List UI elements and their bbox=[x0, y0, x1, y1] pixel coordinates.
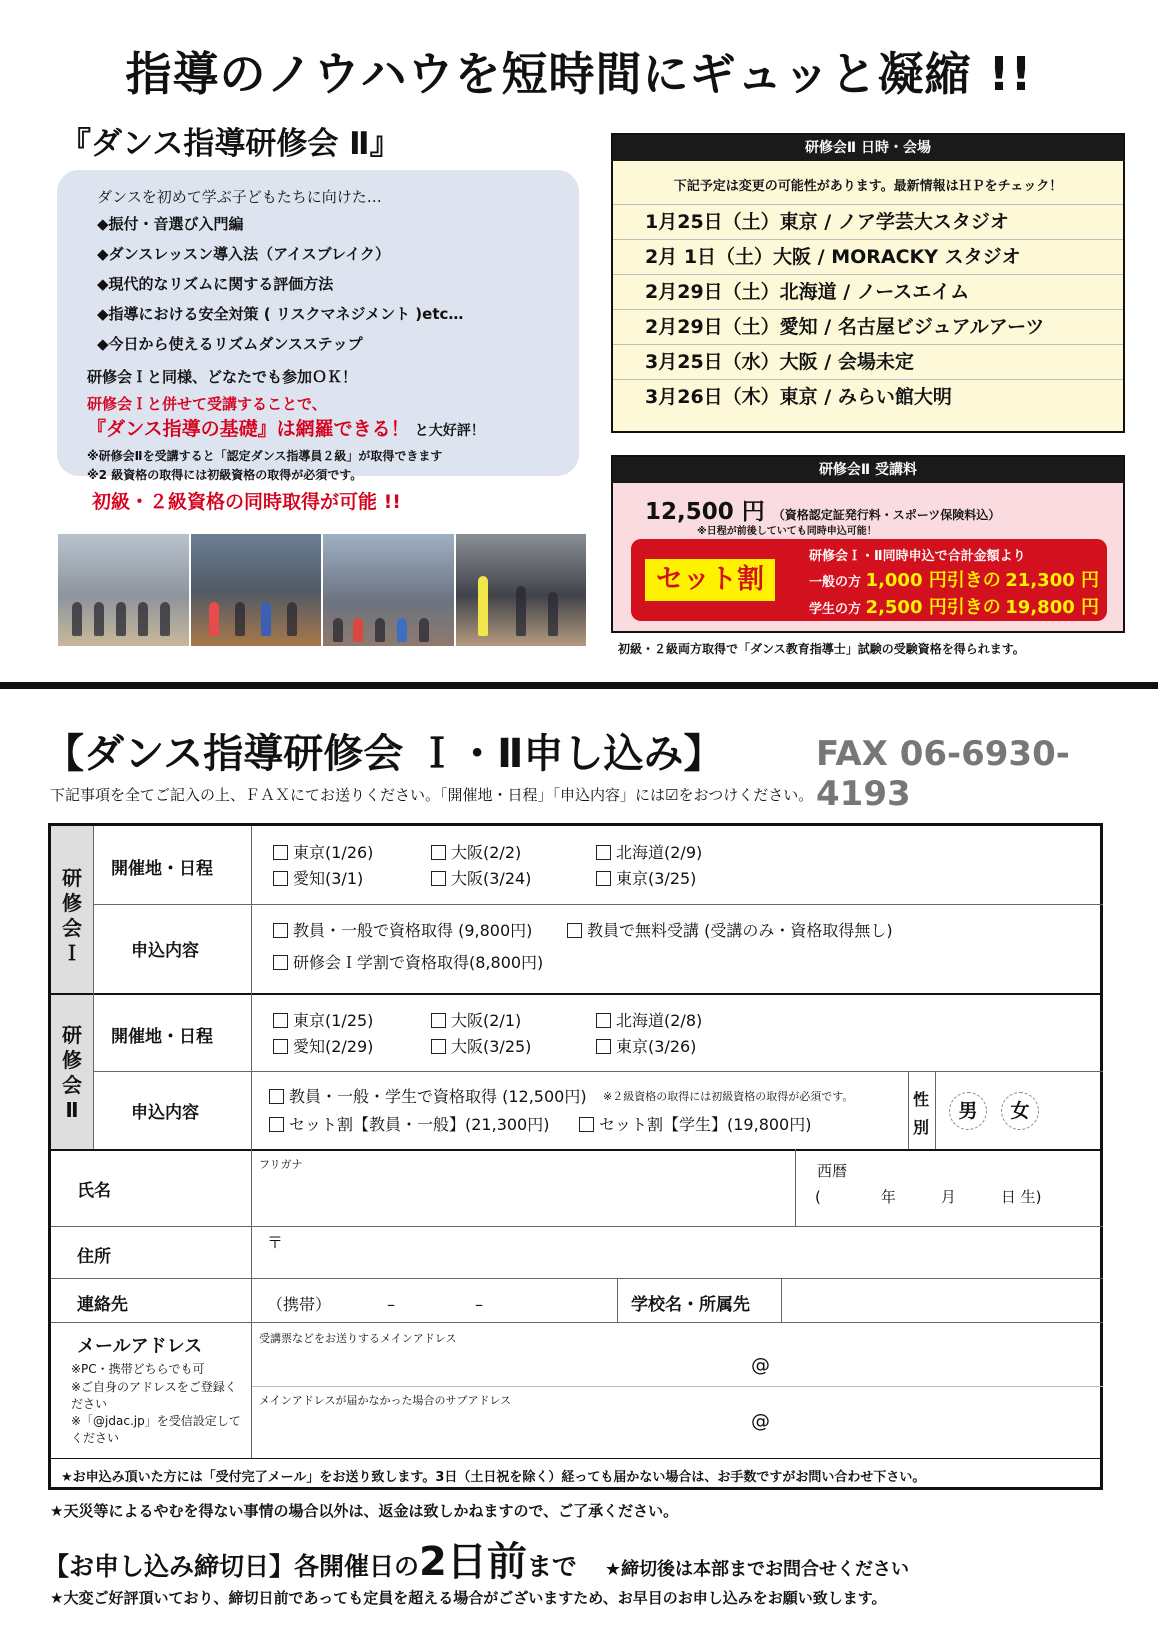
c1-date-hokkaido[interactable]: 北海道(2/9) bbox=[596, 840, 702, 863]
school-input[interactable] bbox=[791, 1284, 1091, 1316]
schedule-notice: 下記予定は変更の可能性があります。最新情報はＨＰをチェック！ bbox=[613, 161, 1123, 205]
note-1: ※研修会Ⅱを受講すると「認定ダンス指導員２級」が取得できます bbox=[87, 449, 443, 463]
set-discount-line: 研修会Ｉ・Ⅱ同時申込で合計金額より bbox=[809, 549, 1026, 564]
c1-venue-label: 開催地・日程 bbox=[111, 859, 213, 879]
student-label: 学生の方 bbox=[809, 602, 862, 617]
form-title: 【ダンス指導研修会 Ｉ・Ⅱ申し込み】 bbox=[44, 731, 724, 777]
schedule-box bbox=[611, 133, 1125, 433]
schedule-row: 3月26日（木）東京 / みらい館大明 bbox=[645, 386, 952, 408]
fee-footnote: 初級・２級両方取得で「ダンス教育指導士」試験の受験資格を得られます。 bbox=[618, 642, 1025, 656]
checkbox[interactable] bbox=[431, 871, 446, 886]
fee-price: 12,500 円 bbox=[645, 499, 765, 525]
c2-date-osaka[interactable]: 大阪(2/1) bbox=[431, 1008, 521, 1031]
content-list bbox=[97, 213, 559, 354]
c2-date-osaka-2[interactable]: 大阪(3/25) bbox=[431, 1034, 531, 1057]
course2-label: 研修会Ⅱ bbox=[62, 1023, 82, 1122]
email-note-3: ※「@jdac.jp」を受信設定してください bbox=[71, 1414, 241, 1445]
checkbox[interactable] bbox=[431, 845, 446, 860]
schedule-header: 研修会Ⅱ 日時・会場 bbox=[613, 135, 1123, 161]
page-headline: 指導のノウハウを短時間にギュッと凝縮 !! bbox=[125, 47, 1033, 101]
c2-date-hokkaido[interactable]: 北海道(2/8) bbox=[596, 1008, 702, 1031]
c1-option-general[interactable]: 教員・一般で資格取得 (9,800円) bbox=[273, 918, 532, 941]
address-input[interactable] bbox=[291, 1230, 1091, 1270]
schedule-row: 2月29日（土）北海道 / ノースエイム bbox=[613, 275, 1123, 310]
c2-date-tokyo-2[interactable]: 東京(3/26) bbox=[596, 1034, 696, 1057]
refund-policy: ★天災等によるやむを得ない事情の場合以外は、返金は致しかねますので、ご了承ください。 bbox=[50, 1502, 679, 1520]
sub-email-label: メインアドレスが届かなかった場合のサブアドレス bbox=[259, 1394, 512, 1407]
date-note: ※日程が前後していても同時申込可能！ bbox=[697, 526, 877, 537]
photo-dance-class-3 bbox=[323, 534, 454, 646]
student-discount-amount: 2,500 円引きの bbox=[865, 597, 1001, 618]
gender-male[interactable]: 男 bbox=[949, 1092, 987, 1130]
checkbox[interactable] bbox=[596, 1013, 611, 1028]
c1-date-tokyo-2[interactable]: 東京(3/25) bbox=[596, 866, 696, 889]
deadline-label: 【お申し込み締切日】各開催日の bbox=[44, 1552, 420, 1581]
c1-date-osaka-2[interactable]: 大阪(3/24) bbox=[431, 866, 531, 889]
fax-number: FAX 06-6930-4193 bbox=[816, 734, 1070, 814]
checkbox[interactable] bbox=[567, 923, 582, 938]
checkbox[interactable] bbox=[273, 955, 288, 970]
email-note-1: ※PC・携帯どちらでも可 bbox=[71, 1362, 205, 1376]
combo-big: 『ダンス指導の基礎』は網羅できる！ bbox=[87, 418, 410, 440]
c2-venue-label: 開催地・日程 bbox=[111, 1027, 213, 1047]
general-discount-amount: 1,000 円引きの bbox=[865, 570, 1001, 591]
photo-dance-class-1 bbox=[58, 534, 189, 646]
checkbox[interactable] bbox=[269, 1117, 284, 1132]
photo-dance-class-4 bbox=[456, 534, 587, 646]
photo-strip bbox=[58, 534, 586, 646]
main-email-input[interactable]: @ bbox=[751, 1354, 770, 1376]
dob-label: 西暦 bbox=[817, 1162, 848, 1180]
email-note-2: ※ご自身のアドレスをご登録ください bbox=[71, 1380, 237, 1411]
list-item: ◆今日から使えるリズムダンスステップ bbox=[97, 335, 363, 353]
gender-label: 性別 bbox=[913, 1090, 930, 1137]
c1-option-free[interactable]: 教員で無料受講 (受講のみ・資格取得無し) bbox=[567, 918, 893, 941]
c2-note: ※２級資格の取得には初級資格の取得が必須です。 bbox=[603, 1090, 854, 1103]
checkbox[interactable] bbox=[596, 845, 611, 860]
name-input[interactable] bbox=[261, 1171, 781, 1219]
form-bottom-note: ★お申込み頂いた方には「受付完了メール」をお送り致します。3日（土日祝を除く）経っても届かない場合は、お手数ですがお問い合わせ下さい。 bbox=[61, 1470, 926, 1485]
combo-line: 研修会Ｉと併せて受講することで、 bbox=[87, 395, 327, 413]
application-form bbox=[48, 823, 1103, 1490]
list-item: ◆振付・音選び入門編 bbox=[97, 215, 244, 233]
email-label: メールアドレス bbox=[77, 1336, 203, 1357]
main-email-label: 受講票などをお送りするメインアドレス bbox=[259, 1332, 457, 1345]
school-label: 学校名・所属先 bbox=[631, 1295, 750, 1315]
sub-email-input[interactable]: @ bbox=[751, 1410, 770, 1432]
c2-content-label: 申込内容 bbox=[131, 1103, 199, 1123]
simultaneous-certification: 初級・２級資格の同時取得が可能 !! bbox=[92, 491, 401, 513]
c1-date-aichi[interactable]: 愛知(3/1) bbox=[273, 866, 363, 889]
c1-option-student[interactable]: 研修会Ｉ学割で資格取得(8,800円) bbox=[273, 950, 543, 973]
address-label: 住所 bbox=[77, 1247, 111, 1267]
deadline-tail: まで bbox=[526, 1552, 577, 1581]
schedule-row: 2月 1日（土）大阪 / MORACKY スタジオ bbox=[613, 240, 1123, 275]
c1-content-label: 申込内容 bbox=[131, 941, 199, 961]
c2-date-tokyo[interactable]: 東京(1/25) bbox=[273, 1008, 373, 1031]
set-discount-box bbox=[631, 539, 1107, 621]
combo-tail: と大好評！ bbox=[414, 423, 485, 439]
checkbox[interactable] bbox=[596, 1039, 611, 1054]
deadline-after: ★締切後は本部までお問合せください bbox=[604, 1559, 910, 1580]
combo-highlight bbox=[87, 414, 559, 441]
schedule-row: 1月25日（土）東京 / ノア学芸大スタジオ bbox=[613, 205, 1123, 240]
content-lead: ダンスを初めて学ぶ子どもたちに向けた… bbox=[97, 188, 382, 206]
checkbox[interactable] bbox=[596, 871, 611, 886]
checkbox[interactable] bbox=[273, 845, 288, 860]
checkbox[interactable] bbox=[273, 871, 288, 886]
note-2: ※2 級資格の取得には初級資格の取得が必須です。 bbox=[87, 468, 363, 482]
c2-option-general[interactable]: 教員・一般・学生で資格取得 (12,500円) bbox=[269, 1084, 587, 1107]
general-total: 21,300 円 bbox=[1005, 570, 1100, 591]
contact-label: 連絡先 bbox=[77, 1295, 128, 1315]
gender-female[interactable]: 女 bbox=[1001, 1092, 1039, 1130]
participation-text: 研修会Ｉと同様、どなたでも参加ＯＫ！ bbox=[87, 368, 358, 386]
seminar-content-box bbox=[57, 170, 579, 482]
c1-date-tokyo[interactable]: 東京(1/26) bbox=[273, 840, 373, 863]
mobile-input[interactable]: （携帯） – – bbox=[267, 1295, 484, 1314]
c1-date-osaka[interactable]: 大阪(2/2) bbox=[431, 840, 521, 863]
list-item: ◆現代的なリズムに関する評価方法 bbox=[97, 275, 334, 293]
schedule-row: 2月29日（土）愛知 / 名古屋ビジュアルアーツ bbox=[613, 310, 1123, 345]
schedule-row: 3月25日（水）大阪 / 会場未定 bbox=[613, 345, 1123, 380]
checkbox[interactable] bbox=[273, 923, 288, 938]
postal-mark: 〒 bbox=[267, 1233, 284, 1252]
student-discount bbox=[809, 593, 1099, 619]
deadline-line bbox=[44, 1530, 909, 1587]
fee-price-note: （資格認定証発行料・スポーツ保険料込） bbox=[772, 508, 1001, 522]
fee-header: 研修会Ⅱ 受講料 bbox=[613, 457, 1123, 483]
dob-input[interactable]: ( 年 月 日 生) bbox=[815, 1188, 1042, 1206]
seminar-title: 『ダンス指導研修会 Ⅱ』 bbox=[60, 126, 401, 162]
checkbox[interactable] bbox=[431, 1013, 446, 1028]
deadline-days: 2日前 bbox=[419, 1539, 527, 1585]
student-total: 19,800 円 bbox=[1005, 597, 1100, 618]
form-instructions: 下記事項を全てご記入の上、ＦＡＸにてお送りください。「開催地・日程」「申込内容」には☑をおつけください。 bbox=[50, 786, 814, 804]
checkbox[interactable] bbox=[431, 1039, 446, 1054]
section-divider bbox=[0, 682, 1158, 689]
c2-option-set-student[interactable]: セット割【学生】(19,800円) bbox=[579, 1112, 811, 1135]
checkbox[interactable] bbox=[273, 1013, 288, 1028]
course1-label: 研修会Ｉ bbox=[62, 866, 82, 965]
general-label: 一般の方 bbox=[809, 575, 862, 590]
list-item: ◆ダンスレッスン導入法（アイスブレイク） bbox=[97, 245, 390, 263]
fee-box bbox=[611, 455, 1125, 633]
c2-option-set-general[interactable]: セット割【教員・一般】(21,300円) bbox=[269, 1112, 549, 1135]
c2-date-aichi[interactable]: 愛知(2/29) bbox=[273, 1034, 373, 1057]
photo-dance-class-2 bbox=[191, 534, 322, 646]
checkbox[interactable] bbox=[579, 1117, 594, 1132]
furigana-label: フリガナ bbox=[259, 1158, 303, 1171]
checkbox[interactable] bbox=[273, 1039, 288, 1054]
name-label: 氏名 bbox=[77, 1181, 111, 1201]
checkbox[interactable] bbox=[269, 1089, 284, 1104]
set-discount-tag: セット割 bbox=[645, 559, 775, 601]
general-discount bbox=[809, 566, 1099, 592]
early-application-note: ★大変ご好評頂いており、締切日前であっても定員を超える場合がございますため、お早目のお申し込みをお願い致します。 bbox=[50, 1589, 887, 1607]
list-item: ◆指導における安全対策 ( リスクマネジメント )etc… bbox=[97, 305, 464, 323]
